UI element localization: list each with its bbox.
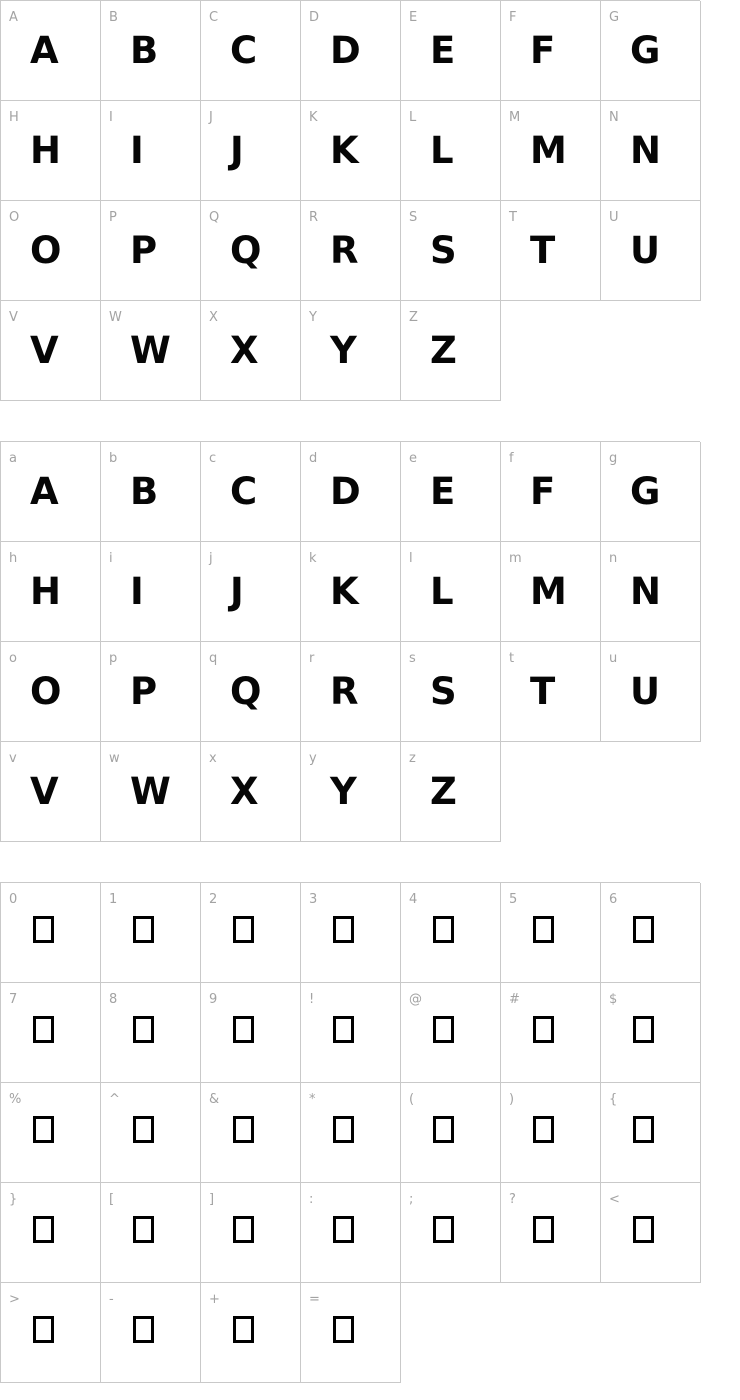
character-label: < (609, 1192, 620, 1207)
character-label: r (309, 651, 315, 666)
character-label: ^ (109, 1092, 120, 1107)
glyph-cell (301, 883, 401, 983)
glyph-cell (401, 1, 501, 101)
glyph-preview: R (330, 670, 359, 713)
glyph-cell (301, 101, 401, 201)
glyph-cell (101, 101, 201, 201)
glyph-preview: O (30, 670, 62, 713)
glyph-cell (301, 642, 401, 742)
glyph-cell (301, 1283, 401, 1383)
glyph-cell (301, 1, 401, 101)
glyph-cell (501, 442, 601, 542)
glyph-preview: O (30, 229, 62, 272)
character-label: A (9, 10, 18, 25)
character-label: 0 (9, 892, 18, 907)
glyph-cell (101, 442, 201, 542)
glyph-preview: G (630, 29, 661, 72)
missing-glyph-box-icon (133, 916, 154, 943)
glyph-cell (101, 642, 201, 742)
glyph-preview: B (130, 470, 159, 513)
glyph-preview: S (430, 229, 457, 272)
glyph-cell (601, 442, 701, 542)
glyph-cell (301, 542, 401, 642)
missing-glyph-box-icon (233, 1016, 254, 1043)
character-label: U (609, 210, 619, 225)
glyph-preview: N (630, 570, 661, 613)
glyph-cell (201, 642, 301, 742)
glyph-preview: X (230, 770, 259, 813)
glyph-cell (201, 742, 301, 842)
glyph-cell (501, 542, 601, 642)
glyph-preview: M (530, 570, 567, 613)
glyph-cell (201, 1283, 301, 1383)
missing-glyph-box-icon (633, 1016, 654, 1043)
glyph-cell (1, 1183, 101, 1283)
glyph-cell (501, 1, 601, 101)
glyph-cell (1, 1083, 101, 1183)
glyph-preview: S (430, 670, 457, 713)
character-label: N (609, 110, 619, 125)
character-label: t (509, 651, 515, 666)
glyph-cell (201, 442, 301, 542)
character-label: 4 (409, 892, 418, 907)
character-label: ( (409, 1092, 415, 1107)
character-label: } (9, 1192, 18, 1207)
character-label: V (9, 310, 18, 325)
glyph-preview: X (230, 329, 259, 372)
glyph-cell (401, 742, 501, 842)
glyph-cell (501, 883, 601, 983)
character-label: q (209, 651, 218, 666)
uppercase-letters-grid (0, 0, 700, 401)
glyph-preview: J (230, 570, 244, 613)
glyph-cell (101, 983, 201, 1083)
missing-glyph-box-icon (433, 1116, 454, 1143)
glyph-cell (301, 1083, 401, 1183)
glyph-cell (601, 642, 701, 742)
missing-glyph-box-icon (433, 916, 454, 943)
glyph-preview: K (330, 129, 359, 172)
character-label: i (109, 551, 113, 566)
glyph-preview: W (130, 329, 171, 372)
glyph-preview: V (30, 770, 59, 813)
character-label: [ (109, 1192, 115, 1207)
missing-glyph-box-icon (233, 916, 254, 943)
glyph-preview: H (30, 570, 61, 613)
character-label: 2 (209, 892, 218, 907)
glyph-cell (501, 642, 601, 742)
glyph-cell (201, 883, 301, 983)
character-label: b (109, 451, 118, 466)
glyph-cell (1, 301, 101, 401)
character-label: o (9, 651, 17, 666)
character-label: # (509, 992, 520, 1007)
character-label: ? (509, 1192, 516, 1207)
character-label: k (309, 551, 317, 566)
glyph-cell (401, 542, 501, 642)
character-label: * (309, 1092, 316, 1107)
glyph-preview: B (130, 29, 159, 72)
character-label: a (9, 451, 17, 466)
character-label: J (209, 110, 213, 125)
character-label: z (409, 751, 416, 766)
glyph-preview: J (230, 129, 244, 172)
character-label: 8 (109, 992, 118, 1007)
character-label: F (509, 10, 517, 25)
character-label: + (209, 1292, 220, 1307)
missing-glyph-box-icon (33, 916, 54, 943)
character-label: $ (609, 992, 618, 1007)
glyph-cell (401, 642, 501, 742)
character-label: S (409, 210, 418, 225)
glyph-cell (201, 542, 301, 642)
glyph-cell (101, 301, 201, 401)
glyph-preview: L (430, 129, 454, 172)
character-label: Z (409, 310, 418, 325)
glyph-cell (1, 742, 101, 842)
glyph-preview: C (230, 29, 258, 72)
glyph-cell (501, 1183, 601, 1283)
glyph-cell (101, 542, 201, 642)
glyph-preview: V (30, 329, 59, 372)
glyph-cell (601, 101, 701, 201)
character-label: h (9, 551, 18, 566)
character-label: T (509, 210, 517, 225)
glyph-preview: A (30, 29, 59, 72)
character-label: D (309, 10, 320, 25)
glyph-cell (401, 101, 501, 201)
missing-glyph-box-icon (333, 1316, 354, 1343)
glyph-preview: C (230, 470, 258, 513)
missing-glyph-box-icon (233, 1316, 254, 1343)
missing-glyph-box-icon (533, 1216, 554, 1243)
glyph-cell (301, 301, 401, 401)
missing-glyph-box-icon (533, 1016, 554, 1043)
glyph-cell (1, 1283, 101, 1383)
character-label: O (9, 210, 20, 225)
character-label: Y (309, 310, 317, 325)
glyph-cell (601, 201, 701, 301)
glyph-cell (501, 983, 601, 1083)
character-label: 3 (309, 892, 318, 907)
glyph-cell (301, 1183, 401, 1283)
glyph-cell (1, 883, 101, 983)
glyph-preview: T (530, 670, 556, 713)
character-label: : (309, 1192, 314, 1207)
missing-glyph-box-icon (133, 1316, 154, 1343)
missing-glyph-box-icon (133, 1216, 154, 1243)
glyph-cell (401, 201, 501, 301)
character-label: u (609, 651, 618, 666)
glyph-cell (301, 742, 401, 842)
glyph-preview: H (30, 129, 61, 172)
character-label: P (109, 210, 117, 225)
missing-glyph-box-icon (533, 1116, 554, 1143)
glyph-preview: Z (430, 329, 457, 372)
character-label: s (409, 651, 416, 666)
character-label: { (609, 1092, 618, 1107)
glyph-cell (1, 542, 101, 642)
character-label: n (609, 551, 618, 566)
glyph-cell (301, 983, 401, 1083)
glyph-cell (401, 983, 501, 1083)
glyph-preview: Z (430, 770, 457, 813)
character-label: @ (409, 992, 422, 1007)
glyph-cell (101, 742, 201, 842)
missing-glyph-box-icon (33, 1216, 54, 1243)
character-label: 7 (9, 992, 18, 1007)
missing-glyph-box-icon (133, 1116, 154, 1143)
glyph-preview: F (530, 470, 556, 513)
glyph-preview: D (330, 470, 361, 513)
character-label: ! (309, 992, 315, 1007)
character-label: C (209, 10, 219, 25)
glyph-cell (1, 983, 101, 1083)
character-label: x (209, 751, 217, 766)
glyph-cell (401, 442, 501, 542)
character-label: I (109, 110, 113, 125)
missing-glyph-box-icon (33, 1316, 54, 1343)
character-label: > (9, 1292, 20, 1307)
glyph-cell (601, 542, 701, 642)
character-label: 5 (509, 892, 518, 907)
glyph-preview: I (130, 129, 144, 172)
glyph-preview: N (630, 129, 661, 172)
character-label: g (609, 451, 618, 466)
glyph-preview: E (430, 470, 456, 513)
glyph-cell (301, 201, 401, 301)
character-label: p (109, 651, 118, 666)
glyph-cell (601, 1183, 701, 1283)
character-label: K (309, 110, 318, 125)
glyph-cell (1, 201, 101, 301)
missing-glyph-box-icon (633, 1216, 654, 1243)
glyph-preview: P (130, 229, 158, 272)
character-label: R (309, 210, 319, 225)
glyph-preview: G (630, 470, 661, 513)
glyph-preview: K (330, 570, 359, 613)
character-label: X (209, 310, 218, 325)
glyph-cell (101, 201, 201, 301)
numbers-symbols-grid (0, 882, 700, 1383)
character-label: f (509, 451, 514, 466)
missing-glyph-box-icon (33, 1116, 54, 1143)
missing-glyph-box-icon (433, 1216, 454, 1243)
glyph-preview: Y (330, 770, 357, 813)
missing-glyph-box-icon (433, 1016, 454, 1043)
character-label: j (209, 551, 213, 566)
glyph-preview: I (130, 570, 144, 613)
glyph-cell (301, 442, 401, 542)
glyph-cell (401, 1183, 501, 1283)
character-label: e (409, 451, 417, 466)
glyph-cell (1, 1, 101, 101)
character-label: M (509, 110, 521, 125)
glyph-cell (101, 883, 201, 983)
missing-glyph-box-icon (133, 1016, 154, 1043)
glyph-preview: E (430, 29, 456, 72)
character-label: L (409, 110, 417, 125)
character-label: w (109, 751, 120, 766)
glyph-cell (601, 983, 701, 1083)
character-label: v (9, 751, 17, 766)
character-label: - (109, 1292, 114, 1307)
missing-glyph-box-icon (633, 1116, 654, 1143)
glyph-cell (201, 1183, 301, 1283)
character-label: ] (209, 1192, 215, 1207)
character-label: B (109, 10, 118, 25)
glyph-cell (501, 101, 601, 201)
glyph-preview: P (130, 670, 158, 713)
missing-glyph-box-icon (333, 916, 354, 943)
glyph-cell (201, 983, 301, 1083)
character-label: 6 (609, 892, 618, 907)
glyph-cell (101, 1183, 201, 1283)
glyph-preview: R (330, 229, 359, 272)
glyph-preview: M (530, 129, 567, 172)
character-label: 1 (109, 892, 118, 907)
character-label: = (309, 1292, 320, 1307)
glyph-cell (1, 101, 101, 201)
character-label: Q (209, 210, 220, 225)
character-label: ) (509, 1092, 515, 1107)
character-label: W (109, 310, 122, 325)
missing-glyph-box-icon (233, 1116, 254, 1143)
glyph-cell (501, 201, 601, 301)
glyph-preview: Q (230, 229, 262, 272)
missing-glyph-box-icon (333, 1216, 354, 1243)
missing-glyph-box-icon (333, 1016, 354, 1043)
glyph-cell (201, 301, 301, 401)
glyph-cell (201, 1, 301, 101)
glyph-preview: U (630, 229, 661, 272)
glyph-cell (401, 301, 501, 401)
glyph-preview: A (30, 470, 59, 513)
character-label: ; (409, 1192, 414, 1207)
missing-glyph-box-icon (533, 916, 554, 943)
glyph-cell (601, 1083, 701, 1183)
glyph-preview: D (330, 29, 361, 72)
glyph-cell (601, 1, 701, 101)
glyph-cell (401, 883, 501, 983)
character-label: % (9, 1092, 22, 1107)
glyph-cell (501, 1083, 601, 1183)
character-label: & (209, 1092, 220, 1107)
glyph-cell (401, 1083, 501, 1183)
character-label: H (9, 110, 19, 125)
character-label: E (409, 10, 418, 25)
character-label: d (309, 451, 318, 466)
glyph-preview: Y (330, 329, 357, 372)
missing-glyph-box-icon (233, 1216, 254, 1243)
missing-glyph-box-icon (633, 916, 654, 943)
glyph-cell (1, 442, 101, 542)
glyph-cell (101, 1, 201, 101)
glyph-preview: L (430, 570, 454, 613)
glyph-cell (201, 101, 301, 201)
character-label: m (509, 551, 522, 566)
glyph-preview: W (130, 770, 171, 813)
missing-glyph-box-icon (33, 1016, 54, 1043)
glyph-cell (101, 1283, 201, 1383)
character-label: y (309, 751, 317, 766)
glyph-cell (1, 642, 101, 742)
glyph-cell (101, 1083, 201, 1183)
character-label: c (209, 451, 217, 466)
missing-glyph-box-icon (333, 1116, 354, 1143)
glyph-cell (201, 1083, 301, 1183)
character-label: l (409, 551, 413, 566)
glyph-cell (201, 201, 301, 301)
glyph-cell (601, 883, 701, 983)
glyph-preview: F (530, 29, 556, 72)
character-label: 9 (209, 992, 218, 1007)
glyph-preview: T (530, 229, 556, 272)
character-label: G (609, 10, 620, 25)
glyph-preview: Q (230, 670, 262, 713)
lowercase-letters-grid (0, 441, 700, 842)
glyph-preview: U (630, 670, 661, 713)
